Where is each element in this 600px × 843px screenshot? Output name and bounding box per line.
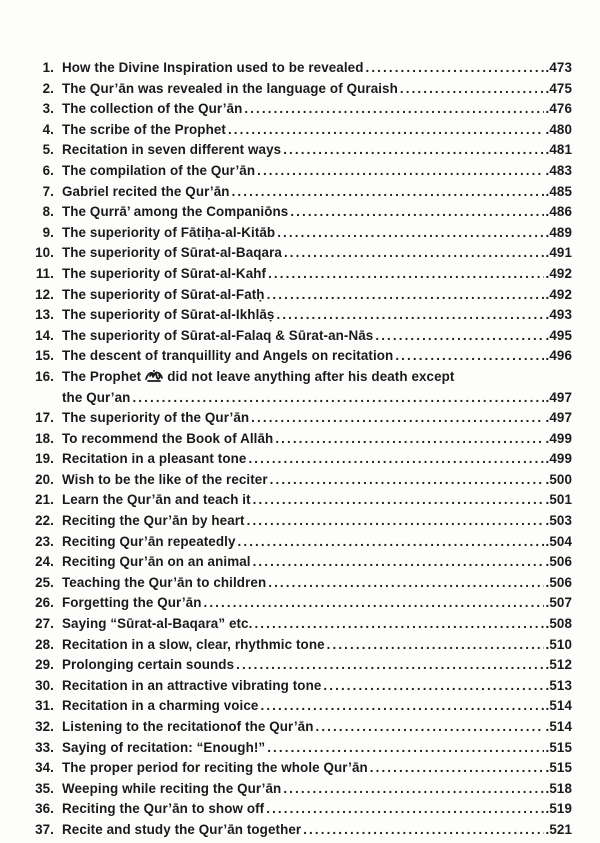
entry-title: The superiority of Sūrat-al-Ikhlāṣ <box>62 307 275 323</box>
dot-leader <box>267 740 543 755</box>
toc-entry <box>22 245 572 266</box>
entry-title: Teaching the Qur’ān to children <box>62 574 267 590</box>
entry-page: .473 <box>545 60 572 75</box>
entry-number: 10. <box>35 245 54 261</box>
entry-number: 22. <box>35 513 54 529</box>
entry-number: 16. <box>35 368 54 384</box>
entry-line-second <box>22 390 572 411</box>
entry-title: The superiority of Fātiḥa-al-Kitāb <box>62 224 276 240</box>
entry-page: .492 <box>545 286 572 302</box>
entry-page: .519 <box>545 801 572 817</box>
toc-entry <box>22 822 572 843</box>
entry-page: .497 <box>545 389 572 405</box>
toc-entry <box>22 637 572 658</box>
entry-title: The superiority of Sūrat-al-Kahf <box>62 265 267 281</box>
toc-entry <box>22 348 572 369</box>
entry-page: .513 <box>545 677 572 693</box>
entry-number: 24. <box>35 554 54 570</box>
toc-entry <box>22 595 572 616</box>
toc-entry <box>22 431 572 452</box>
dot-leader <box>277 307 544 322</box>
entry-page: .515 <box>545 760 572 776</box>
entry-title: Listening to the recitationof the Qur’ān <box>62 719 314 734</box>
entry-page: .480 <box>545 121 572 137</box>
entry-number: 18. <box>35 430 54 446</box>
entry-title: The superiority of Sūrat-al-Baqara <box>62 245 282 261</box>
dot-leader <box>268 575 543 590</box>
dot-leader <box>323 678 543 693</box>
dot-leader <box>267 287 544 302</box>
entry-number: 33. <box>35 739 54 755</box>
entry-title: Reciting Qur’ān on an animal <box>62 554 251 570</box>
entry-title: The Qur’ān was revealed in the language of Quraish <box>62 80 398 96</box>
toc-entry <box>22 287 572 308</box>
entry-title-part: did not leave anything after his death except <box>167 368 455 384</box>
entry-title: The collection of the Qur’ān <box>62 101 243 117</box>
dot-leader <box>316 719 544 734</box>
entry-page: .514 <box>545 719 572 734</box>
entry-number: 19. <box>35 451 54 467</box>
toc-entry <box>22 451 572 472</box>
dot-leader <box>257 163 543 178</box>
entry-title: Weeping while reciting the Qur’ān <box>62 780 282 796</box>
entry-title: Wish to be the like of the reciter <box>62 471 268 487</box>
entry-page: .508 <box>545 616 572 632</box>
toc-entry <box>22 740 572 761</box>
entry-page: .514 <box>545 698 572 714</box>
toc-entry <box>22 184 572 205</box>
dot-leader <box>253 492 544 507</box>
entry-title: Prolonging certain sounds <box>62 657 235 673</box>
dot-leader <box>275 431 543 446</box>
dot-leader <box>132 390 543 405</box>
entry-title: The superiority of Sūrat-al-Fatḥ <box>62 286 265 302</box>
toc-entry <box>22 81 572 102</box>
entry-number: 27. <box>35 616 54 632</box>
entry-page: .506 <box>545 554 572 570</box>
entry-number: 5. <box>42 142 54 158</box>
entry-number: 20. <box>35 471 54 487</box>
entry-number: 9. <box>42 224 54 240</box>
entry-title <box>62 369 454 384</box>
entry-page: .521 <box>545 821 572 837</box>
toc-entry <box>22 60 572 81</box>
dot-leader <box>248 451 543 466</box>
dot-leader <box>283 781 543 796</box>
entry-number: 8. <box>42 204 54 220</box>
entry-number: 30. <box>35 677 54 693</box>
entry-page: .489 <box>545 224 572 240</box>
toc-entry <box>22 492 572 513</box>
toc-entry <box>22 760 572 781</box>
entry-title: Reciting the Qur’ān to show off <box>62 801 265 817</box>
toc-entry <box>22 328 572 349</box>
toc-entry <box>22 266 572 287</box>
entry-page: .499 <box>545 451 572 467</box>
dot-leader <box>228 122 544 137</box>
entry-title: Recitation in a slow, clear, rhythmic tone <box>62 636 325 652</box>
toc-entry <box>22 698 572 719</box>
entry-page: .512 <box>545 657 572 673</box>
toc-entry <box>22 163 572 184</box>
entry-number: 32. <box>35 719 54 734</box>
entry-title-continued: the Qur’an <box>62 389 131 405</box>
toc-entry <box>22 122 572 143</box>
entry-page: .500 <box>545 471 572 487</box>
dot-leader <box>254 616 543 631</box>
dot-leader <box>290 204 543 219</box>
dot-leader <box>253 554 544 569</box>
entry-number: 1. <box>42 60 54 75</box>
toc-entry <box>22 781 572 802</box>
dot-leader <box>370 760 544 775</box>
dot-leader <box>303 822 543 837</box>
entry-line-first <box>22 369 572 390</box>
entry-page: .518 <box>545 780 572 796</box>
entry-number: 25. <box>35 574 54 590</box>
entry-number: 29. <box>35 657 54 673</box>
entry-title: The superiority of the Qur’ān <box>62 410 250 426</box>
dot-leader <box>251 410 543 425</box>
dot-leader <box>375 328 543 343</box>
entry-title: How the Divine Inspiration used to be revealed <box>62 60 364 75</box>
entry-page: .499 <box>545 430 572 446</box>
entry-page: .485 <box>545 183 572 199</box>
entry-number: 21. <box>35 492 54 508</box>
entry-title: Recite and study the Qur’ān together <box>62 821 302 837</box>
entry-number: 15. <box>35 348 54 364</box>
entry-title: Reciting the Qur’ān by heart <box>62 513 245 529</box>
toc-entry <box>22 678 572 699</box>
entry-title: Recitation in an attractive vibrating tone <box>62 677 322 693</box>
dot-leader <box>283 142 543 157</box>
entry-page: .496 <box>545 348 572 364</box>
entry-title: The superiority of Sūrat-al-Falaq & Sūrat-an-Nās <box>62 327 374 343</box>
entry-page: .497 <box>545 410 572 426</box>
toc-entry <box>22 657 572 678</box>
toc-entry <box>22 513 572 534</box>
entry-title-part: The Prophet <box>62 368 142 384</box>
entry-title: Recitation in seven different ways <box>62 142 282 158</box>
dot-leader <box>366 60 544 75</box>
toc-entry <box>22 101 572 122</box>
entry-page: .506 <box>545 574 572 590</box>
dot-leader <box>327 637 544 652</box>
entry-title: Saying “Sūrat-al-Baqara” etc. <box>62 616 253 632</box>
entry-page: .515 <box>545 739 572 755</box>
dot-leader <box>400 81 544 96</box>
entry-title: The scribe of the Prophet <box>62 121 226 137</box>
toc-entry <box>22 369 572 410</box>
entry-number: 26. <box>35 595 54 611</box>
entry-number: 14. <box>35 327 54 343</box>
toc-entry <box>22 534 572 555</box>
toc-entry <box>22 307 572 328</box>
dot-leader <box>203 595 543 610</box>
entry-page: .492 <box>545 265 572 281</box>
entry-title: The Qurrā’ among the Companiōns <box>62 204 289 220</box>
entry-title: The proper period for reciting the whole Qur’ān <box>62 760 368 776</box>
entry-title: Recitation in a charming voice <box>62 698 259 714</box>
dot-leader <box>244 101 543 116</box>
entry-page: .475 <box>545 80 572 96</box>
entry-number: 37. <box>35 821 54 837</box>
dot-leader <box>284 245 544 260</box>
entry-page: .501 <box>545 492 572 508</box>
entry-number: 6. <box>42 162 54 178</box>
dot-leader <box>232 184 544 199</box>
entry-title: Learn the Qur’ān and teach it <box>62 492 251 508</box>
entry-title: Forgetting the Qur’ān <box>62 595 202 611</box>
toc-entry <box>22 719 572 740</box>
calligraphy-seal-icon <box>144 369 164 383</box>
entry-title: Reciting Qur’ān repeatedly <box>62 533 236 549</box>
entry-page: .486 <box>545 204 572 220</box>
entry-title: The descent of tranquillity and Angels on recitation <box>62 348 394 364</box>
entry-number: 34. <box>35 760 54 776</box>
toc-entry <box>22 575 572 596</box>
toc-entry <box>22 204 572 225</box>
entry-page: .493 <box>545 307 572 323</box>
entry-number: 13. <box>35 307 54 323</box>
dot-leader <box>236 657 543 672</box>
entry-title: Gabriel recited the Qur’ān <box>62 183 230 199</box>
entry-number: 35. <box>35 780 54 796</box>
toc-entry <box>22 554 572 575</box>
entry-page: .504 <box>545 533 572 549</box>
entry-page: .507 <box>545 595 572 611</box>
toc-entry <box>22 472 572 493</box>
entry-title: Saying of recitation: “Enough!” <box>62 739 266 755</box>
entry-number: 12. <box>35 286 54 302</box>
entry-number: 11. <box>35 265 54 281</box>
entry-page: .483 <box>545 162 572 178</box>
dot-leader <box>260 698 543 713</box>
table-of-contents <box>22 60 572 843</box>
entry-number: 31. <box>35 698 54 714</box>
dot-leader <box>247 513 544 528</box>
toc-entry <box>22 142 572 163</box>
entry-number: 4. <box>42 121 54 137</box>
entry-page: .495 <box>545 327 572 343</box>
dot-leader <box>266 801 543 816</box>
entry-number: 7. <box>42 183 54 199</box>
entry-number: 2. <box>42 80 54 96</box>
entry-page: .510 <box>545 636 572 652</box>
entry-number: 17. <box>35 410 54 426</box>
entry-number: 23. <box>35 533 54 549</box>
dot-leader <box>277 225 543 240</box>
entry-number: 28. <box>35 636 54 652</box>
entry-page: .481 <box>545 142 572 158</box>
entry-title: Recitation in a pleasant tone <box>62 451 247 467</box>
toc-entry <box>22 225 572 246</box>
entry-page: .476 <box>545 101 572 117</box>
toc-entry <box>22 410 572 431</box>
dot-leader <box>395 348 543 363</box>
entry-page: .491 <box>545 245 572 261</box>
toc-entry <box>22 616 572 637</box>
entry-page: .503 <box>545 513 572 529</box>
entry-number: 36. <box>35 801 54 817</box>
dot-leader <box>268 266 543 281</box>
entry-title: To recommend the Book of Allāh <box>62 430 274 446</box>
entry-title: The compilation of the Qur’ān <box>62 162 256 178</box>
dot-leader <box>270 472 544 487</box>
entry-number: 3. <box>42 101 54 117</box>
toc-entry <box>22 801 572 822</box>
dot-leader <box>238 534 544 549</box>
